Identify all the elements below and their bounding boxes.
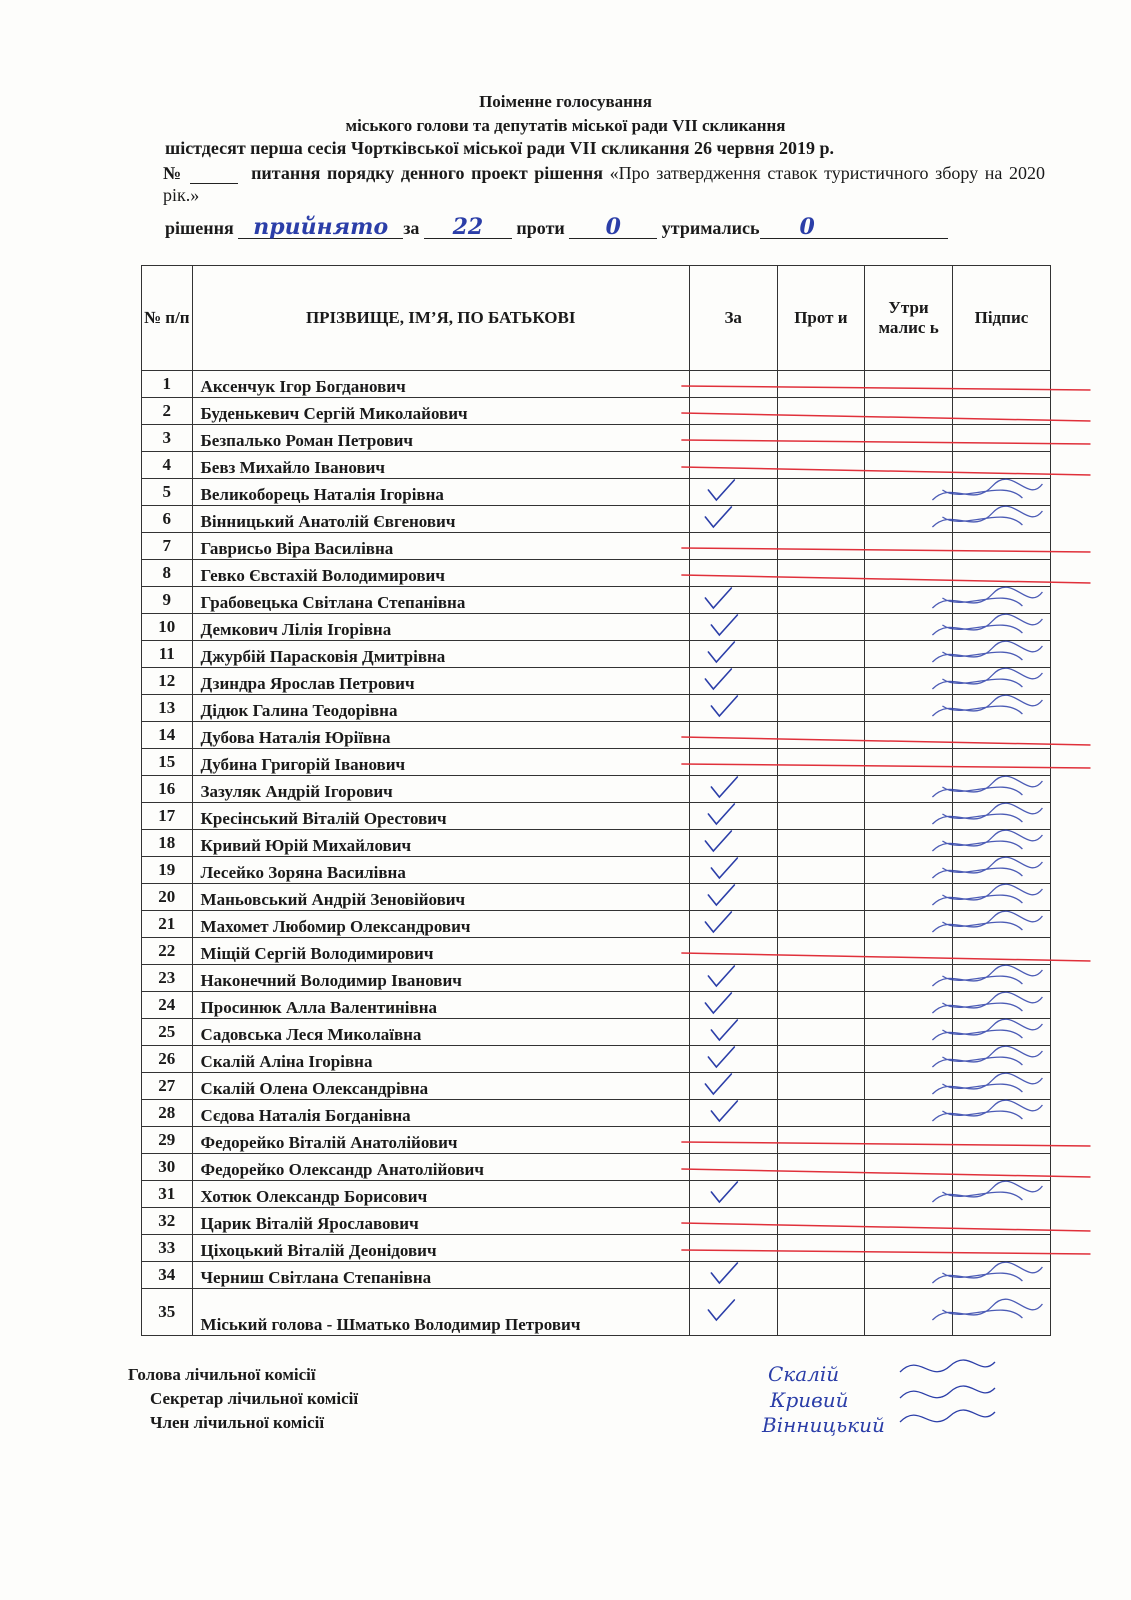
proty-cell <box>777 587 865 614</box>
row-number: 8 <box>142 560 193 587</box>
row-number: 29 <box>142 1127 193 1154</box>
row-number: 10 <box>142 614 193 641</box>
header-proty: Прот и <box>777 266 865 371</box>
proty-cell <box>777 479 865 506</box>
signature-cell <box>952 641 1050 668</box>
za-cell <box>689 1073 777 1100</box>
proty-cell <box>777 965 865 992</box>
table-row <box>142 1262 1051 1289</box>
table-row <box>142 506 1051 533</box>
commission-signature-scribble <box>900 1410 995 1422</box>
table-row <box>142 398 1051 425</box>
proty-cell <box>777 506 865 533</box>
table-row <box>142 425 1051 452</box>
za-cell <box>689 587 777 614</box>
proty-cell <box>777 1127 865 1154</box>
signature-cell <box>952 1019 1050 1046</box>
signature-cell <box>952 965 1050 992</box>
za-cell <box>689 425 777 452</box>
utrymalys-cell <box>865 1019 953 1046</box>
za-cell <box>689 965 777 992</box>
signature-cell <box>952 614 1050 641</box>
za-cell <box>689 1289 777 1336</box>
za-cell <box>689 560 777 587</box>
proty-cell <box>777 668 865 695</box>
signature-cell <box>952 668 1050 695</box>
proty-cell <box>777 1046 865 1073</box>
signature-cell <box>952 722 1050 749</box>
utrymalys-cell <box>865 1262 953 1289</box>
table-row <box>142 749 1051 776</box>
za-cell <box>689 938 777 965</box>
za-cell <box>689 803 777 830</box>
header-utrymalys: Утри малис ь <box>865 266 953 371</box>
document-title: Поіменне голосування <box>479 92 652 111</box>
za-cell <box>689 641 777 668</box>
table-row <box>142 1127 1051 1154</box>
table-row <box>142 371 1051 398</box>
document-subtitle: міського голови та депутатів міської ради VII скликання <box>345 116 786 135</box>
deputy-name: Дубина Григорій Іванович <box>192 749 689 776</box>
row-number: 30 <box>142 1154 193 1181</box>
utrymalys-cell <box>865 452 953 479</box>
za-cell <box>689 722 777 749</box>
header-num: № п/п <box>142 266 193 371</box>
za-cell <box>689 452 777 479</box>
table-row <box>142 668 1051 695</box>
row-number: 26 <box>142 1046 193 1073</box>
utrymalys-cell <box>865 398 953 425</box>
za-cell <box>689 371 777 398</box>
utrymalys-cell <box>865 506 953 533</box>
table-row <box>142 803 1051 830</box>
table-row <box>142 938 1051 965</box>
table-row <box>142 911 1051 938</box>
header-za: За <box>689 266 777 371</box>
row-number: 2 <box>142 398 193 425</box>
deputy-name: Махомет Любомир Олександрович <box>192 911 689 938</box>
signature-cell <box>952 830 1050 857</box>
za-label: за <box>403 218 420 238</box>
za-cell <box>689 668 777 695</box>
row-number: 25 <box>142 1019 193 1046</box>
signature-cell <box>952 479 1050 506</box>
deputy-name: Кривий Юрій Михайлович <box>192 830 689 857</box>
proty-cell <box>777 803 865 830</box>
deputy-name: Великоборець Наталія Ігорівна <box>192 479 689 506</box>
row-number: 35 <box>142 1289 193 1336</box>
deputy-name: Просинюк Алла Валентинівна <box>192 992 689 1019</box>
deputy-name: Черниш Світлана Степанівна <box>192 1262 689 1289</box>
za-cell <box>689 479 777 506</box>
utrymalys-label: утримались <box>661 218 760 238</box>
row-number: 19 <box>142 857 193 884</box>
row-number: 22 <box>142 938 193 965</box>
row-number: 20 <box>142 884 193 911</box>
deputy-name: Лесейко Зоряна Василівна <box>192 857 689 884</box>
proty-cell <box>777 1235 865 1262</box>
deputy-name: Демкович Лілія Ігорівна <box>192 614 689 641</box>
deputy-name: Буденькевич Сергій Миколайович <box>192 398 689 425</box>
commission-block <box>128 1363 358 1435</box>
signature-cell <box>952 1262 1050 1289</box>
decision-result: прийнято <box>253 214 389 240</box>
utrymalys-cell <box>865 803 953 830</box>
commission-signature-scribble <box>900 1360 995 1372</box>
za-cell <box>689 1019 777 1046</box>
signature-cell <box>952 1235 1050 1262</box>
row-number: 34 <box>142 1262 193 1289</box>
utrymalys-cell <box>865 1181 953 1208</box>
za-cell <box>689 992 777 1019</box>
deputy-name: Царик Віталій Ярославович <box>192 1208 689 1235</box>
utrymalys-cell <box>865 965 953 992</box>
za-cell <box>689 884 777 911</box>
signature-cell <box>952 533 1050 560</box>
vote-table <box>141 265 1051 1336</box>
proty-cell <box>777 452 865 479</box>
table-row <box>142 1289 1051 1336</box>
signature-cell <box>952 560 1050 587</box>
utrymalys-cell <box>865 587 953 614</box>
question-prefix: питання порядку денного проект рішення <box>251 163 603 183</box>
signature-cell <box>952 884 1050 911</box>
deputy-name: Федорейко Олександр Анатолійович <box>192 1154 689 1181</box>
za-cell <box>689 1127 777 1154</box>
utrymalys-cell <box>865 911 953 938</box>
table-row <box>142 992 1051 1019</box>
signature-cell <box>952 425 1050 452</box>
row-number: 4 <box>142 452 193 479</box>
utrymalys-cell <box>865 1208 953 1235</box>
deputy-name: Скалій Олена Олександрівна <box>192 1073 689 1100</box>
proty-cell <box>777 533 865 560</box>
signature-cell <box>952 1208 1050 1235</box>
za-cell <box>689 1100 777 1127</box>
signature-cell <box>952 1154 1050 1181</box>
row-number: 23 <box>142 965 193 992</box>
proty-cell <box>777 641 865 668</box>
signature-cell <box>952 1289 1050 1336</box>
table-row <box>142 1181 1051 1208</box>
table-row <box>142 776 1051 803</box>
row-number: 13 <box>142 695 193 722</box>
proty-cell <box>777 776 865 803</box>
row-number: 28 <box>142 1100 193 1127</box>
signature-cell <box>952 1127 1050 1154</box>
table-row <box>142 1154 1051 1181</box>
table-row <box>142 1100 1051 1127</box>
proty-cell <box>777 911 865 938</box>
za-cell <box>689 1262 777 1289</box>
number-sign: № <box>163 163 184 183</box>
utrymalys-cell <box>865 533 953 560</box>
commission-member-label: Член лічильної комісії <box>150 1413 325 1432</box>
proty-cell <box>777 938 865 965</box>
row-number: 12 <box>142 668 193 695</box>
commission-secretary-label: Секретар лічильної комісії <box>150 1389 359 1408</box>
deputy-name: Дзиндра Ярослав Петрович <box>192 668 689 695</box>
table-row <box>142 452 1051 479</box>
decision-line <box>165 214 948 240</box>
row-number: 31 <box>142 1181 193 1208</box>
utrymalys-cell <box>865 749 953 776</box>
row-number: 32 <box>142 1208 193 1235</box>
table-row <box>142 695 1051 722</box>
signature-cell <box>952 803 1050 830</box>
utrymalys-cell <box>865 641 953 668</box>
utrymalys-cell <box>865 722 953 749</box>
row-number: 5 <box>142 479 193 506</box>
header-signature: Підпис <box>952 266 1050 371</box>
question-text: «Про затвердження ставок туристичного збору на 2020 рік.» <box>163 163 1046 205</box>
utrymalys-cell <box>865 830 953 857</box>
row-number: 14 <box>142 722 193 749</box>
za-cell <box>689 1154 777 1181</box>
za-cell <box>689 830 777 857</box>
utrymalys-cell <box>865 668 953 695</box>
proty-cell <box>777 722 865 749</box>
za-cell <box>689 776 777 803</box>
utrymalys-cell <box>865 1154 953 1181</box>
proty-cell <box>777 398 865 425</box>
za-cell <box>689 749 777 776</box>
proty-label: проти <box>516 218 565 238</box>
deputy-name: Скалій Аліна Ігорівна <box>192 1046 689 1073</box>
utrymalys-cell <box>865 938 953 965</box>
table-header-row <box>142 266 1051 371</box>
table-row <box>142 884 1051 911</box>
row-number: 15 <box>142 749 193 776</box>
proty-cell <box>777 1154 865 1181</box>
proty-cell <box>777 371 865 398</box>
deputy-name: Гаврисьо Віра Василівна <box>192 533 689 560</box>
table-row <box>142 830 1051 857</box>
row-number: 21 <box>142 911 193 938</box>
za-cell <box>689 533 777 560</box>
proty-cell <box>777 1208 865 1235</box>
utrymalys-cell <box>865 614 953 641</box>
signature-cell <box>952 1181 1050 1208</box>
utrymalys-cell <box>865 857 953 884</box>
commission-secretary-name: Кривий <box>770 1388 849 1412</box>
row-number: 24 <box>142 992 193 1019</box>
utrymalys-cell <box>865 776 953 803</box>
signature-cell <box>952 992 1050 1019</box>
proty-cell <box>777 1073 865 1100</box>
deputy-name: Аксенчук Ігор Богданович <box>192 371 689 398</box>
za-cell <box>689 695 777 722</box>
row-number: 6 <box>142 506 193 533</box>
row-number: 16 <box>142 776 193 803</box>
za-cell <box>689 1046 777 1073</box>
za-cell <box>689 1181 777 1208</box>
utrymalys-cell <box>865 1073 953 1100</box>
za-cell <box>689 857 777 884</box>
utrymalys-cell <box>865 1127 953 1154</box>
utrymalys-cell <box>865 560 953 587</box>
proty-cell <box>777 992 865 1019</box>
deputy-name: Міський голова - Шматько Володимир Петрович <box>192 1289 689 1336</box>
table-row <box>142 560 1051 587</box>
deputy-name: Зазуляк Андрій Ігорович <box>192 776 689 803</box>
row-number: 18 <box>142 830 193 857</box>
deputy-name: Вінницький Анатолій Євгенович <box>192 506 689 533</box>
deputy-name: Федорейко Віталій Анатолійович <box>192 1127 689 1154</box>
signature-cell <box>952 398 1050 425</box>
table-row <box>142 965 1051 992</box>
utrymalys-cell <box>865 479 953 506</box>
row-number: 3 <box>142 425 193 452</box>
za-cell <box>689 398 777 425</box>
table-row <box>142 1019 1051 1046</box>
proty-cell <box>777 884 865 911</box>
table-row <box>142 1073 1051 1100</box>
table-row <box>142 587 1051 614</box>
table-row <box>142 641 1051 668</box>
proty-count-field <box>569 214 657 240</box>
signature-cell <box>952 749 1050 776</box>
table-row <box>142 1235 1051 1262</box>
utrymalys-cell <box>865 371 953 398</box>
utrymalys-cell <box>865 1289 953 1336</box>
utrymalys-cell <box>865 425 953 452</box>
proty-count: 0 <box>605 214 621 240</box>
deputy-name: Маньовський Андрій Зеновійович <box>192 884 689 911</box>
row-number: 33 <box>142 1235 193 1262</box>
utrymalys-cell <box>865 695 953 722</box>
proty-cell <box>777 1100 865 1127</box>
za-cell <box>689 506 777 533</box>
row-number: 11 <box>142 641 193 668</box>
commission-chair-name: Скалій <box>768 1362 840 1386</box>
table-row <box>142 479 1051 506</box>
za-count-field <box>424 214 512 240</box>
utrymalys-count: 0 <box>799 214 815 240</box>
proty-cell <box>777 614 865 641</box>
deputy-name: Дідюк Галина Теодорівна <box>192 695 689 722</box>
deputy-name: Кресінський Віталій Орестович <box>192 803 689 830</box>
proty-cell <box>777 1019 865 1046</box>
commission-chair-label: Голова лічильної комісії <box>128 1365 316 1384</box>
commission-signature-scribble <box>900 1386 995 1398</box>
signature-cell <box>952 911 1050 938</box>
deputy-name: Садовська Леся Миколаївна <box>192 1019 689 1046</box>
deputy-name: Міщій Сергій Володимирович <box>192 938 689 965</box>
proty-cell <box>777 857 865 884</box>
za-cell <box>689 911 777 938</box>
signature-cell <box>952 1100 1050 1127</box>
deputy-name: Ціхоцький Віталій Деонідович <box>192 1235 689 1262</box>
utrymalys-cell <box>865 1235 953 1262</box>
signature-cell <box>952 695 1050 722</box>
signature-cell <box>952 1073 1050 1100</box>
proty-cell <box>777 1289 865 1336</box>
proty-cell <box>777 1181 865 1208</box>
table-row <box>142 1208 1051 1235</box>
signature-cell <box>952 938 1050 965</box>
signature-cell <box>952 857 1050 884</box>
proty-cell <box>777 425 865 452</box>
signature-cell <box>952 587 1050 614</box>
number-blank <box>190 163 238 184</box>
row-number: 9 <box>142 587 193 614</box>
proty-cell <box>777 830 865 857</box>
signature-cell <box>952 776 1050 803</box>
utrymalys-cell <box>865 1046 953 1073</box>
za-cell <box>689 614 777 641</box>
decision-label: рішення <box>165 218 234 238</box>
deputy-name: Наконечний Володимир Іванович <box>192 965 689 992</box>
decision-result-field <box>238 214 403 240</box>
signature-cell <box>952 371 1050 398</box>
table-row <box>142 722 1051 749</box>
row-number: 17 <box>142 803 193 830</box>
table-row <box>142 857 1051 884</box>
deputy-name: Безпалько Роман Петрович <box>192 425 689 452</box>
row-number: 27 <box>142 1073 193 1100</box>
agenda-question <box>163 162 1045 206</box>
deputy-name: Гевко Євстахій Володимирович <box>192 560 689 587</box>
utrymalys-cell <box>865 992 953 1019</box>
table-row <box>142 1046 1051 1073</box>
commission-member-name: Вінницький <box>762 1413 885 1437</box>
deputy-name: Хотюк Олександр Борисович <box>192 1181 689 1208</box>
table-row <box>142 614 1051 641</box>
signature-cell <box>952 452 1050 479</box>
deputy-name: Сєдова Наталія Богданівна <box>192 1100 689 1127</box>
deputy-name: Бевз Михайло Іванович <box>192 452 689 479</box>
session-line: шістдесят перша сесія Чортківської міської ради VII скликання 26 червня 2019 р. <box>165 138 834 158</box>
row-number: 7 <box>142 533 193 560</box>
za-cell <box>689 1235 777 1262</box>
za-count: 22 <box>452 214 484 240</box>
deputy-name: Грабовецька Світлана Степанівна <box>192 587 689 614</box>
proty-cell <box>777 1262 865 1289</box>
row-number: 1 <box>142 371 193 398</box>
signature-cell <box>952 1046 1050 1073</box>
proty-cell <box>777 695 865 722</box>
deputy-name: Дубова Наталія Юріївна <box>192 722 689 749</box>
utrymalys-cell <box>865 1100 953 1127</box>
proty-cell <box>777 749 865 776</box>
utrymalys-count-field <box>760 214 948 240</box>
header-name: ПРІЗВИЩЕ, ІМ’Я, ПО БАТЬКОВІ <box>192 266 689 371</box>
table-row <box>142 533 1051 560</box>
deputy-name: Джурбій Парасковія Дмитрівна <box>192 641 689 668</box>
utrymalys-cell <box>865 884 953 911</box>
za-cell <box>689 1208 777 1235</box>
proty-cell <box>777 560 865 587</box>
signature-cell <box>952 506 1050 533</box>
